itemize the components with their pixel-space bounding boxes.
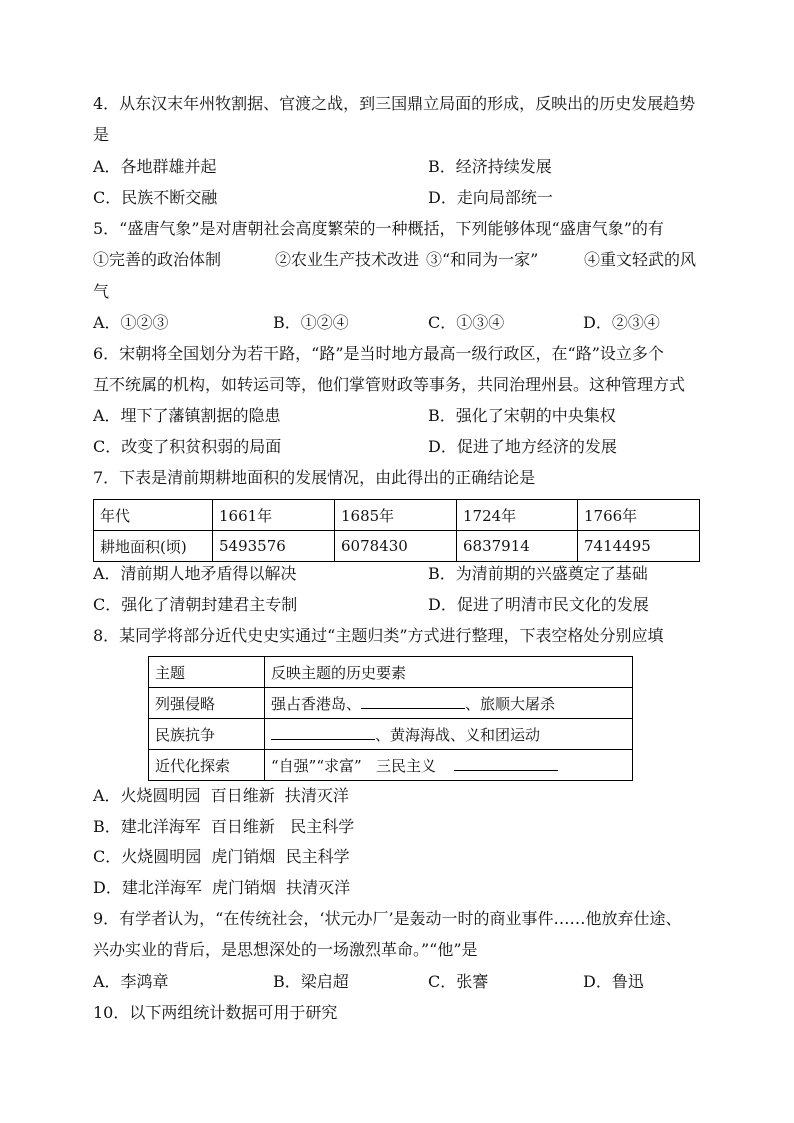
q7-option-a: A．清前期人地矛盾得以解决	[93, 564, 297, 583]
q6-stem-line-1: 6．宋朝将全国划分为若干路，“路”是当时地方最高一级行政区，在“路”设立多个	[93, 344, 664, 363]
q8-stem: 8．某同学将部分近代史史实通过“主题归类”方式进行整理，下表空格处分别应填	[93, 626, 664, 645]
q7-table-cell: 5493576	[213, 531, 335, 562]
q8-option-b: B．建北洋海军 百日维新 民主科学	[93, 817, 355, 836]
q8-row3-text-before: “自强”“求富” 三民主义	[271, 756, 436, 775]
q9-stem-line-1: 9．有学者认为，“在传统社会，‘状元办厂’是轰动一时的商业事件……他放弃仕途、	[93, 909, 682, 928]
q9-option-b: B．梁启超	[273, 972, 349, 991]
q7-table-data-row	[94, 531, 700, 562]
q6-option-a: A．埋下了藩镇割据的隐患	[93, 406, 281, 425]
q4-option-b: B．经济持续发展	[428, 157, 552, 176]
q8-row1-text-before: 强占香港岛、	[271, 694, 362, 713]
q8-elements-cell	[265, 750, 633, 781]
q8-table-row-invasion	[149, 688, 633, 719]
q9-option-c: C．张謇	[428, 972, 489, 991]
q8-theme-cell: 列强侵略	[149, 688, 265, 719]
q5-item-2: ②农业生产技术改进	[275, 250, 420, 269]
q9-option-a: A．李鸿章	[93, 972, 169, 991]
fill-in-blank	[361, 694, 465, 709]
q8-table-header-cell: 主题	[149, 657, 265, 688]
q8-theme-cell: 民族抗争	[149, 719, 265, 750]
q7-table-header-cell: 1724年	[457, 500, 578, 531]
q8-elements-cell	[265, 688, 633, 719]
q7-option-d: D．促进了明清市民文化的发展	[428, 595, 649, 614]
q7-table	[93, 499, 700, 562]
q4-option-d: D．走向局部统一	[428, 188, 553, 207]
q7-table-cell: 7414495	[578, 531, 700, 562]
q8-theme-cell: 近代化探索	[149, 750, 265, 781]
q6-stem-line-2: 互不统属的机构，如转运司等，他们掌管财政等事务，共同治理州县。这种管理方式	[93, 375, 686, 394]
q7-option-b: B．为清前期的兴盛奠定了基础	[428, 564, 648, 583]
q8-table	[148, 656, 633, 781]
q6-option-b: B．强化了宋朝的中央集权	[428, 406, 616, 425]
q4-stem-line-1: 4．从东汉末年州牧割据、官渡之战，到三国鼎立局面的形成，反映出的历史发展趋势	[93, 94, 696, 113]
q7-table-cell: 耕地面积(顷)	[94, 531, 213, 562]
q4-option-c: C．民族不断交融	[93, 188, 218, 207]
q8-table-row-resistance	[149, 719, 633, 750]
q5-item-4: ④重文轻武的风	[584, 250, 697, 269]
q5-option-c: C．①③④	[428, 313, 505, 332]
q5-option-d: D．②③④	[583, 313, 660, 332]
q7-table-cell: 6837914	[457, 531, 578, 562]
q5-option-b: B．①②④	[273, 313, 349, 332]
q7-table-header-cell: 1766年	[578, 500, 700, 531]
q5-stem: 5．“盛唐气象”是对唐朝社会高度繁荣的一种概括，下列能够体现“盛唐气象”的有	[93, 219, 664, 238]
q6-option-c: C．改变了积贫积弱的局面	[93, 437, 282, 456]
q10-stem: 10．以下两组统计数据可用于研究	[93, 1003, 338, 1022]
q8-row2-text-after: 、黄海海战、义和团运动	[375, 725, 541, 744]
q7-table-header-cell: 1685年	[335, 500, 457, 531]
fill-in-blank	[454, 756, 558, 771]
q7-table-header-cell: 1661年	[213, 500, 335, 531]
q7-table-header-row	[94, 500, 700, 531]
q5-item-4-wrap: 气	[93, 282, 110, 301]
q7-table-cell: 6078430	[335, 531, 457, 562]
q7-table-header-cell: 年代	[94, 500, 213, 531]
q8-option-d: D．建北洋海军 虎门销烟 扶清灭洋	[93, 878, 351, 897]
q7-stem: 7．下表是清前期耕地面积的发展情况，由此得出的正确结论是	[93, 468, 536, 487]
q4-option-a: A．各地群雄并起	[93, 157, 217, 176]
q8-elements-cell	[265, 719, 633, 750]
q7-option-c: C．强化了清朝封建君主专制	[93, 595, 298, 614]
q5-item-1: ①完善的政治体制	[93, 250, 222, 269]
q8-table-row-modernization	[149, 750, 633, 781]
q8-table-header-row	[149, 657, 633, 688]
q8-option-c: C．火烧圆明园 虎门销烟 民主科学	[93, 847, 350, 866]
q8-row1-text-after: 、旅顺大屠杀	[465, 694, 556, 713]
q9-stem-line-2: 兴办实业的背后，是思想深处的一场激烈革命。”“他”是	[93, 940, 478, 959]
q4-stem-line-2: 是	[93, 125, 110, 144]
q9-option-d: D．鲁迅	[583, 972, 644, 991]
fill-in-blank	[271, 725, 375, 740]
q8-option-a: A．火烧圆明园 百日维新 扶清灭洋	[93, 786, 349, 805]
q5-option-a: A．①②③	[93, 313, 169, 332]
q6-option-d: D．促进了地方经济的发展	[428, 437, 617, 456]
q5-item-3: ③“和同为一家”	[426, 250, 539, 269]
q8-table-header-cell: 反映主题的历史要素	[265, 657, 633, 688]
